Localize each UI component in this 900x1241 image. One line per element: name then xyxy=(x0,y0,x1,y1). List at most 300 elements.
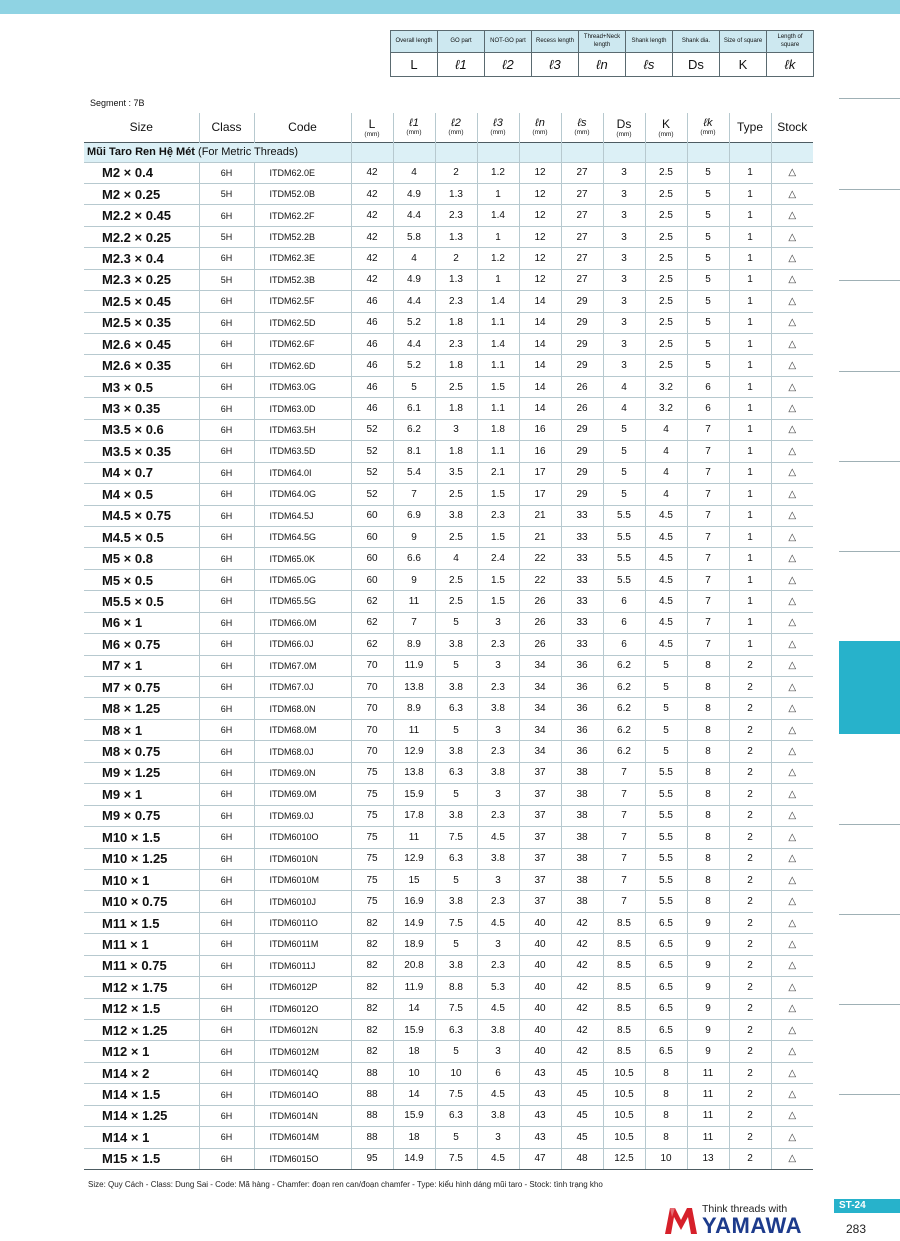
table-row xyxy=(84,677,813,698)
legend-header-row xyxy=(391,31,814,53)
cell-Ds: 5 xyxy=(603,419,645,440)
tap-spec-table xyxy=(84,113,813,1170)
cell-l1: 4 xyxy=(393,248,435,269)
cell-Ds: 5.5 xyxy=(603,548,645,569)
legend-header: Length of square xyxy=(767,31,814,53)
cell-class: 6H xyxy=(199,698,254,719)
cell-l3: 4.5 xyxy=(477,998,519,1019)
cell-type: 2 xyxy=(729,891,771,912)
cell-code: ITDM62.2F xyxy=(254,205,351,226)
cell-K: 5 xyxy=(645,655,687,676)
cell-size: M12 × 1 xyxy=(84,1041,199,1062)
table-row xyxy=(84,355,813,376)
cell-l2: 2.5 xyxy=(435,526,477,547)
cell-size: M9 × 0.75 xyxy=(84,805,199,826)
col-header-l2 xyxy=(435,113,477,142)
cell-K: 2.5 xyxy=(645,291,687,312)
cell-l1: 14.9 xyxy=(393,912,435,933)
cell-ls: 42 xyxy=(561,955,603,976)
col-header-l1 xyxy=(393,113,435,142)
cell-ln: 34 xyxy=(519,677,561,698)
cell-ls: 33 xyxy=(561,526,603,547)
cell-l3: 3 xyxy=(477,655,519,676)
cell-type: 2 xyxy=(729,805,771,826)
cell-l1: 4 xyxy=(393,162,435,183)
cell-type: 2 xyxy=(729,848,771,869)
cell-l2: 2.3 xyxy=(435,205,477,226)
col-symbol: K xyxy=(661,116,670,131)
cell-Ds: 8.5 xyxy=(603,977,645,998)
cell-ln: 43 xyxy=(519,1127,561,1148)
cell-type: 1 xyxy=(729,634,771,655)
col-unit: (mm) xyxy=(658,130,674,138)
cell-l1: 17.8 xyxy=(393,805,435,826)
cell-ln: 40 xyxy=(519,1020,561,1041)
col-unit: (mm) xyxy=(364,130,380,138)
cell-type: 1 xyxy=(729,526,771,547)
cell-lk: 8 xyxy=(687,677,729,698)
cell-Ds: 5 xyxy=(603,441,645,462)
cell-K: 4 xyxy=(645,462,687,483)
cell-Ds: 4 xyxy=(603,376,645,397)
cell-size: M2.3 × 0.25 xyxy=(84,269,199,290)
col-header-code: Code xyxy=(254,113,351,142)
cell-l1: 4.9 xyxy=(393,269,435,290)
cell-L: 60 xyxy=(351,548,393,569)
cell-lk: 9 xyxy=(687,1041,729,1062)
cell-stock: △ xyxy=(771,183,813,204)
cell-l2: 3 xyxy=(435,419,477,440)
cell-K: 5.5 xyxy=(645,827,687,848)
cell-ls: 26 xyxy=(561,398,603,419)
cell-Ds: 3 xyxy=(603,334,645,355)
cell-size: M15 × 1.5 xyxy=(84,1148,199,1169)
cell-ls: 38 xyxy=(561,891,603,912)
cell-ln: 34 xyxy=(519,719,561,740)
cell-class: 6H xyxy=(199,634,254,655)
table-row xyxy=(84,484,813,505)
cell-ls: 29 xyxy=(561,334,603,355)
cell-class: 6H xyxy=(199,1062,254,1083)
cell-ls: 27 xyxy=(561,162,603,183)
cell-l1: 8.9 xyxy=(393,698,435,719)
cell-L: 88 xyxy=(351,1084,393,1105)
cell-ln: 12 xyxy=(519,205,561,226)
cell-stock: △ xyxy=(771,312,813,333)
cell-l2: 2.5 xyxy=(435,376,477,397)
cell-L: 46 xyxy=(351,376,393,397)
cell-code: ITDM68.0J xyxy=(254,741,351,762)
cell-ln: 40 xyxy=(519,977,561,998)
cell-Ds: 10.5 xyxy=(603,1127,645,1148)
cell-l3: 1.4 xyxy=(477,291,519,312)
cell-l3: 2.3 xyxy=(477,677,519,698)
cell-lk: 11 xyxy=(687,1062,729,1083)
cell-Ds: 3 xyxy=(603,226,645,247)
cell-class: 5H xyxy=(199,183,254,204)
margin-tick xyxy=(839,189,900,190)
cell-size: M4 × 0.5 xyxy=(84,484,199,505)
cell-class: 6H xyxy=(199,762,254,783)
cell-ln: 14 xyxy=(519,291,561,312)
cell-l1: 14 xyxy=(393,998,435,1019)
cell-l3: 3.8 xyxy=(477,1020,519,1041)
cell-stock: △ xyxy=(771,226,813,247)
cell-size: M8 × 1 xyxy=(84,719,199,740)
cell-lk: 8 xyxy=(687,698,729,719)
col-unit: (mm) xyxy=(616,130,632,138)
cell-ln: 40 xyxy=(519,912,561,933)
cell-lk: 9 xyxy=(687,977,729,998)
cell-class: 6H xyxy=(199,1020,254,1041)
cell-l3: 4.5 xyxy=(477,1148,519,1169)
cell-class: 6H xyxy=(199,741,254,762)
cell-stock: △ xyxy=(771,505,813,526)
cell-K: 10 xyxy=(645,1148,687,1169)
col-symbol: L xyxy=(368,116,376,131)
cell-l1: 4.9 xyxy=(393,183,435,204)
cell-l1: 6.6 xyxy=(393,548,435,569)
cell-code: ITDM6015O xyxy=(254,1148,351,1169)
cell-class: 6H xyxy=(199,805,254,826)
cell-size: M5 × 0.5 xyxy=(84,569,199,590)
cell-L: 60 xyxy=(351,569,393,590)
cell-l2: 6.3 xyxy=(435,1105,477,1126)
cell-code: ITDM66.0J xyxy=(254,634,351,655)
cell-size: M8 × 0.75 xyxy=(84,741,199,762)
cell-Ds: 3 xyxy=(603,162,645,183)
cell-l1: 5.2 xyxy=(393,312,435,333)
col-symbol: ℓk xyxy=(703,117,713,130)
cell-ls: 36 xyxy=(561,677,603,698)
cell-l2: 1.3 xyxy=(435,269,477,290)
cell-stock: △ xyxy=(771,291,813,312)
cell-Ds: 6.2 xyxy=(603,741,645,762)
cell-ls: 29 xyxy=(561,291,603,312)
cell-ln: 34 xyxy=(519,698,561,719)
table-header-row xyxy=(84,113,813,142)
table-row xyxy=(84,655,813,676)
cell-stock: △ xyxy=(771,1148,813,1169)
cell-type: 1 xyxy=(729,612,771,633)
cell-K: 6.5 xyxy=(645,934,687,955)
cell-l2: 5 xyxy=(435,719,477,740)
cell-l2: 2 xyxy=(435,162,477,183)
cell-ln: 14 xyxy=(519,398,561,419)
section-side-tab[interactable] xyxy=(839,641,900,734)
cell-class: 6H xyxy=(199,677,254,698)
cell-ls: 42 xyxy=(561,998,603,1019)
table-row xyxy=(84,805,813,826)
top-color-bar xyxy=(0,0,900,14)
cell-l3: 3.8 xyxy=(477,762,519,783)
cell-code: ITDM65.0K xyxy=(254,548,351,569)
cell-l3: 1.5 xyxy=(477,591,519,612)
cell-ln: 37 xyxy=(519,848,561,869)
cell-l2: 2.3 xyxy=(435,334,477,355)
cell-l3: 3 xyxy=(477,784,519,805)
legend-header: Recess length xyxy=(532,31,579,53)
cell-L: 46 xyxy=(351,355,393,376)
cell-K: 2.5 xyxy=(645,162,687,183)
cell-lk: 5 xyxy=(687,205,729,226)
cell-l1: 13.8 xyxy=(393,762,435,783)
col-symbol: ℓn xyxy=(535,117,545,130)
cell-l2: 2.5 xyxy=(435,591,477,612)
cell-Ds: 6.2 xyxy=(603,677,645,698)
cell-size: M14 × 1.25 xyxy=(84,1105,199,1126)
legend-header: Overall length xyxy=(391,31,438,53)
cell-l3: 2.3 xyxy=(477,891,519,912)
cell-stock: △ xyxy=(771,355,813,376)
col-unit: (mm) xyxy=(700,129,716,137)
cell-stock: △ xyxy=(771,205,813,226)
cell-K: 3.2 xyxy=(645,398,687,419)
cell-code: ITDM64.5J xyxy=(254,505,351,526)
cell-Ds: 3 xyxy=(603,312,645,333)
cell-l2: 1.8 xyxy=(435,312,477,333)
cell-lk: 8 xyxy=(687,848,729,869)
cell-size: M11 × 1 xyxy=(84,934,199,955)
cell-L: 42 xyxy=(351,205,393,226)
cell-K: 4.5 xyxy=(645,612,687,633)
margin-tick xyxy=(839,824,900,825)
cell-ls: 38 xyxy=(561,848,603,869)
cell-size: M9 × 1 xyxy=(84,784,199,805)
cell-class: 6H xyxy=(199,484,254,505)
cell-stock: △ xyxy=(771,784,813,805)
col-header-type: Type xyxy=(729,113,771,142)
cell-ls: 33 xyxy=(561,548,603,569)
cell-class: 6H xyxy=(199,1148,254,1169)
cell-size: M10 × 0.75 xyxy=(84,891,199,912)
cell-l3: 1.1 xyxy=(477,398,519,419)
cell-K: 8 xyxy=(645,1062,687,1083)
table-row xyxy=(84,977,813,998)
col-header-size: Size xyxy=(129,120,153,135)
cell-Ds: 6 xyxy=(603,634,645,655)
table-row xyxy=(84,784,813,805)
cell-class: 6H xyxy=(199,869,254,890)
cell-code: ITDM6010O xyxy=(254,827,351,848)
cell-l2: 5 xyxy=(435,1041,477,1062)
legend-symbol: ℓs xyxy=(626,53,673,77)
cell-code: ITDM6014N xyxy=(254,1105,351,1126)
cell-l1: 11.9 xyxy=(393,977,435,998)
cell-Ds: 7 xyxy=(603,784,645,805)
cell-L: 82 xyxy=(351,934,393,955)
cell-size: M5 × 0.8 xyxy=(84,548,199,569)
cell-code: ITDM6010M xyxy=(254,869,351,890)
cell-l2: 6.3 xyxy=(435,762,477,783)
cell-size: M14 × 2 xyxy=(84,1062,199,1083)
cell-size: M8 × 1.25 xyxy=(84,698,199,719)
cell-l2: 1.8 xyxy=(435,441,477,462)
cell-class: 6H xyxy=(199,934,254,955)
cell-l3: 1 xyxy=(477,183,519,204)
section-blank xyxy=(771,142,813,162)
cell-size: M3 × 0.35 xyxy=(84,398,199,419)
cell-ls: 33 xyxy=(561,569,603,590)
cell-lk: 9 xyxy=(687,998,729,1019)
cell-type: 2 xyxy=(729,719,771,740)
cell-stock: △ xyxy=(771,677,813,698)
cell-code: ITDM6012M xyxy=(254,1041,351,1062)
cell-ln: 37 xyxy=(519,891,561,912)
cell-Ds: 10.5 xyxy=(603,1062,645,1083)
cell-class: 6H xyxy=(199,248,254,269)
cell-size: M2 × 0.4 xyxy=(84,162,199,183)
table-row xyxy=(84,334,813,355)
cell-l3: 4.5 xyxy=(477,827,519,848)
cell-ln: 22 xyxy=(519,548,561,569)
cell-lk: 7 xyxy=(687,484,729,505)
table-row xyxy=(84,248,813,269)
cell-l1: 16.9 xyxy=(393,891,435,912)
margin-tick xyxy=(839,280,900,281)
cell-l2: 6.3 xyxy=(435,1020,477,1041)
margin-tick xyxy=(839,1094,900,1095)
cell-ln: 14 xyxy=(519,376,561,397)
cell-ls: 45 xyxy=(561,1105,603,1126)
cell-stock: △ xyxy=(771,698,813,719)
cell-ln: 21 xyxy=(519,505,561,526)
cell-size: M2.6 × 0.45 xyxy=(84,334,199,355)
cell-K: 4.5 xyxy=(645,505,687,526)
cell-ln: 37 xyxy=(519,784,561,805)
table-row xyxy=(84,719,813,740)
cell-size: M5.5 × 0.5 xyxy=(84,591,199,612)
cell-K: 8 xyxy=(645,1084,687,1105)
cell-lk: 7 xyxy=(687,419,729,440)
margin-tick xyxy=(839,371,900,372)
legend-header: Shank dia. xyxy=(673,31,720,53)
cell-ln: 43 xyxy=(519,1062,561,1083)
cell-type: 1 xyxy=(729,226,771,247)
cell-L: 60 xyxy=(351,526,393,547)
cell-K: 4 xyxy=(645,441,687,462)
cell-K: 2.5 xyxy=(645,312,687,333)
cell-Ds: 3 xyxy=(603,248,645,269)
legend-symbol: ℓ3 xyxy=(532,53,579,77)
table-row xyxy=(84,419,813,440)
cell-l1: 8.9 xyxy=(393,634,435,655)
cell-L: 75 xyxy=(351,827,393,848)
table-row xyxy=(84,612,813,633)
cell-stock: △ xyxy=(771,655,813,676)
cell-l1: 5.4 xyxy=(393,462,435,483)
cell-lk: 5 xyxy=(687,269,729,290)
cell-ls: 42 xyxy=(561,934,603,955)
cell-ls: 29 xyxy=(561,419,603,440)
brand-tagline: Think threads with xyxy=(702,1203,788,1215)
cell-stock: △ xyxy=(771,741,813,762)
cell-l2: 6.3 xyxy=(435,698,477,719)
cell-size: M6 × 1 xyxy=(84,612,199,633)
cell-L: 42 xyxy=(351,183,393,204)
cell-K: 5.5 xyxy=(645,848,687,869)
cell-code: ITDM62.6F xyxy=(254,334,351,355)
cell-size: M10 × 1.25 xyxy=(84,848,199,869)
section-blank xyxy=(729,142,771,162)
cell-K: 3.2 xyxy=(645,376,687,397)
cell-l2: 8.8 xyxy=(435,977,477,998)
cell-K: 2.5 xyxy=(645,269,687,290)
cell-type: 1 xyxy=(729,355,771,376)
cell-stock: △ xyxy=(771,1127,813,1148)
cell-l1: 15.9 xyxy=(393,1020,435,1041)
cell-L: 75 xyxy=(351,805,393,826)
dimension-legend xyxy=(390,30,814,77)
cell-l3: 1.4 xyxy=(477,334,519,355)
cell-code: ITDM66.0M xyxy=(254,612,351,633)
cell-ls: 33 xyxy=(561,505,603,526)
cell-l2: 6.3 xyxy=(435,848,477,869)
cell-l3: 1 xyxy=(477,269,519,290)
cell-class: 6H xyxy=(199,334,254,355)
cell-lk: 5 xyxy=(687,162,729,183)
cell-L: 62 xyxy=(351,634,393,655)
cell-Ds: 3 xyxy=(603,269,645,290)
cell-class: 6H xyxy=(199,505,254,526)
section-row xyxy=(84,142,813,162)
cell-L: 82 xyxy=(351,1020,393,1041)
cell-type: 1 xyxy=(729,183,771,204)
cell-code: ITDM62.3E xyxy=(254,248,351,269)
cell-class: 6H xyxy=(199,998,254,1019)
cell-lk: 7 xyxy=(687,612,729,633)
table-row xyxy=(84,291,813,312)
cell-ls: 29 xyxy=(561,441,603,462)
cell-l3: 3 xyxy=(477,869,519,890)
cell-type: 1 xyxy=(729,248,771,269)
cell-L: 70 xyxy=(351,698,393,719)
cell-L: 82 xyxy=(351,1041,393,1062)
cell-K: 4.5 xyxy=(645,569,687,590)
cell-Ds: 3 xyxy=(603,183,645,204)
legend-header: Thread+Neck length xyxy=(579,31,626,53)
cell-type: 2 xyxy=(729,827,771,848)
cell-K: 5.5 xyxy=(645,784,687,805)
cell-type: 1 xyxy=(729,334,771,355)
cell-size: M9 × 1.25 xyxy=(84,762,199,783)
table-row xyxy=(84,912,813,933)
cell-stock: △ xyxy=(771,998,813,1019)
cell-stock: △ xyxy=(771,484,813,505)
cell-L: 88 xyxy=(351,1062,393,1083)
cell-stock: △ xyxy=(771,977,813,998)
cell-type: 1 xyxy=(729,462,771,483)
cell-class: 6H xyxy=(199,312,254,333)
cell-ln: 22 xyxy=(519,569,561,590)
cell-K: 4 xyxy=(645,419,687,440)
cell-class: 6H xyxy=(199,376,254,397)
cell-class: 6H xyxy=(199,848,254,869)
cell-L: 60 xyxy=(351,505,393,526)
col-header-l3 xyxy=(477,113,519,142)
cell-l1: 6.9 xyxy=(393,505,435,526)
cell-ls: 27 xyxy=(561,226,603,247)
cell-K: 2.5 xyxy=(645,205,687,226)
cell-Ds: 7 xyxy=(603,848,645,869)
table-row xyxy=(84,162,813,183)
cell-l2: 7.5 xyxy=(435,912,477,933)
legend-header: NOT-GO part xyxy=(485,31,532,53)
cell-l3: 1.8 xyxy=(477,419,519,440)
cell-l3: 1.5 xyxy=(477,569,519,590)
cell-class: 6H xyxy=(199,162,254,183)
cell-stock: △ xyxy=(771,569,813,590)
